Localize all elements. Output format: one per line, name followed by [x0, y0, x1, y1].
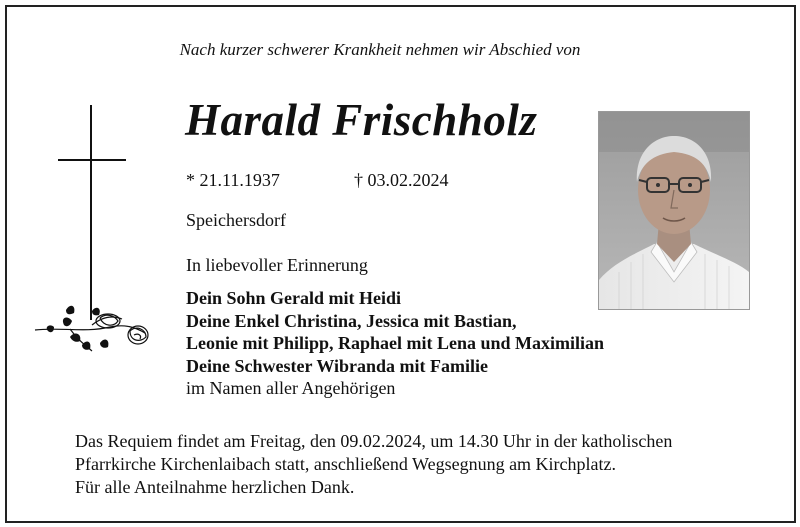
memory-line: In liebevoller Erinnerung: [186, 255, 368, 275]
mourner-line: Leonie mit Philipp, Raphael mit Lena und Maximilian: [186, 333, 605, 353]
mourners-list: [186, 287, 604, 400]
intro-text: Nach kurzer schwerer Krankheit nehmen wir Abschied von: [179, 40, 581, 59]
deceased-name: Harald Frischholz: [185, 95, 538, 145]
footer-line: Das Requiem findet am Freitag, den 09.02.2024, um 14.30 Uhr in der katholischen: [75, 431, 673, 451]
footer-line: Pfarrkirche Kirchenlaibach statt, anschließend Wegsegnung am Kirchplatz.: [75, 454, 617, 474]
mourners-closing: im Namen aller Angehörigen: [186, 378, 396, 398]
portrait-photo: [598, 111, 750, 310]
death-date: † 03.02.2024: [354, 170, 449, 190]
life-dates: [186, 170, 449, 191]
birth-date: * 21.11.1937: [186, 170, 280, 190]
hometown: Speichersdorf: [186, 210, 286, 230]
mourner-line: Deine Enkel Christina, Jessica mit Bastian,: [186, 310, 517, 331]
service-info: [75, 430, 672, 499]
cross-with-roses-icon: [30, 105, 160, 360]
footer-line: Für alle Anteilnahme herzlichen Dank.: [75, 477, 355, 497]
mourner-line: Deine Schwester Wibranda mit Familie: [186, 355, 488, 376]
mourner-line: Dein Sohn Gerald mit Heidi: [186, 288, 402, 308]
